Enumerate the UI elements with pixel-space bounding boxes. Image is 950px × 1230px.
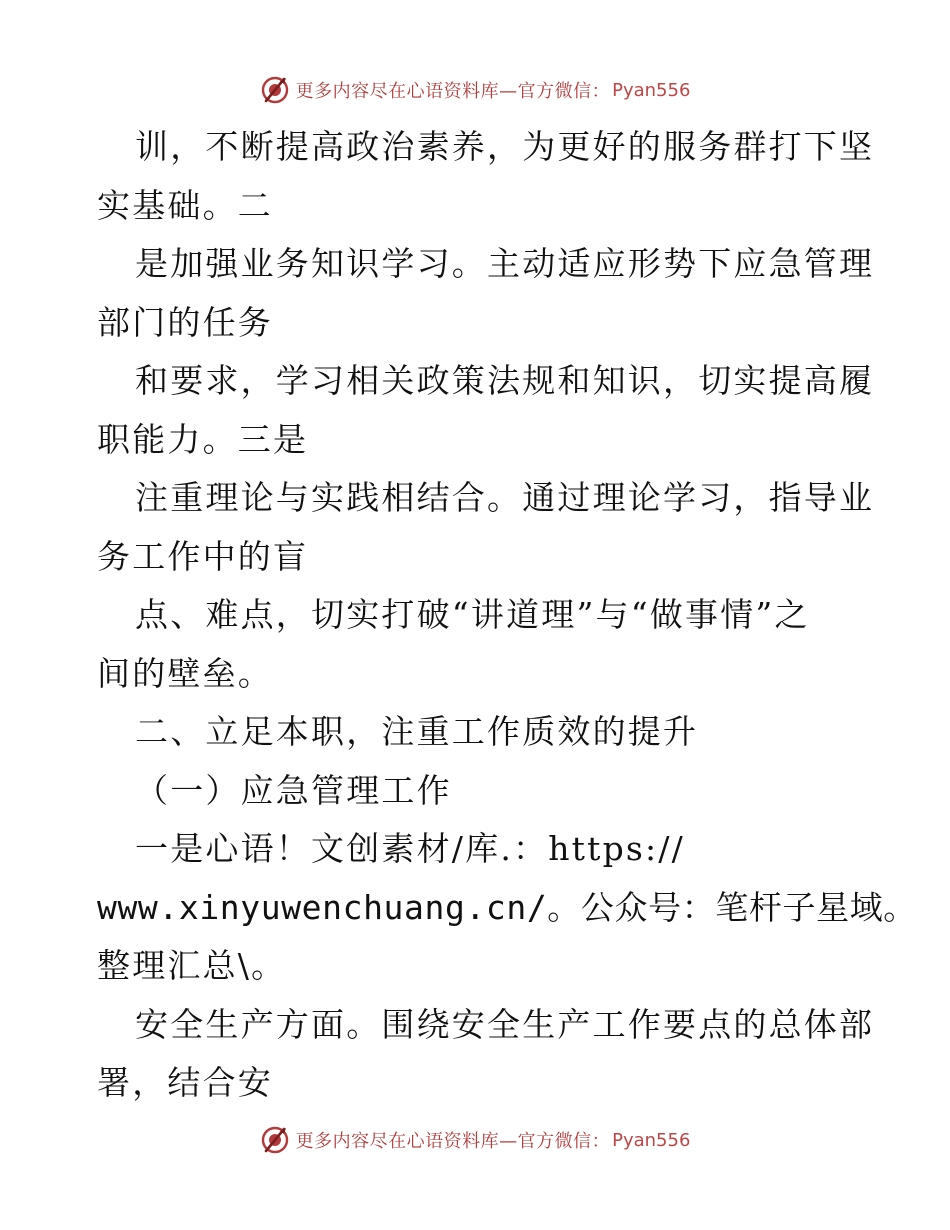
text-line-5: 和要求，学习相关政策法规和知识，切实提高履 <box>135 361 875 400</box>
quill-seal-icon <box>260 75 290 105</box>
section-heading: 二、立足本职，注重工作质效的提升 <box>135 712 699 751</box>
text-line-16: 安全生产方面。围绕安全生产工作要点的总体部 <box>135 1004 875 1044</box>
text-line-6: 职能力。三是 <box>97 419 309 459</box>
header-watermark <box>0 70 950 110</box>
text-line-13: 一是心语！文创素材/库.：https:// <box>135 829 685 868</box>
text-line-4: 部门的任务 <box>97 302 273 342</box>
text-line-2: 实基础。二 <box>97 185 273 225</box>
watermark-account: Pyan556 <box>612 79 691 101</box>
text-line-15: 整理汇总\。 <box>97 946 287 985</box>
document-body <box>97 118 917 1113</box>
subsection-heading: （一）应急管理工作 <box>135 770 452 810</box>
url-line: www.xinyuwenchuang.cn/。公众号：笔杆子星域。 <box>97 887 917 927</box>
text-line-3: 是加强业务知识学习。主动适应形势下应急管理 <box>135 244 875 283</box>
text-line-8: 务工作中的盲 <box>97 536 309 576</box>
text-line-7: 注重理论与实践相结合。通过理论学习，指导业 <box>135 478 875 517</box>
text-line-17: 署，结合安 <box>97 1063 273 1102</box>
watermark-text: 更多内容尽在心语资料库—官方微信： <box>295 81 611 102</box>
footer-watermark <box>0 1120 950 1160</box>
watermark-text: 更多内容尽在心语资料库—官方微信： <box>295 1131 611 1152</box>
text-line-9: 点、难点，切实打破“讲道理”与“做事情”之 <box>135 595 810 634</box>
watermark-account: Pyan556 <box>612 1129 691 1151</box>
text-line-1: 训，不断提高政治素养，为更好的服务群打下坚 <box>135 127 875 166</box>
text-line-10: 间的壁垒。 <box>97 653 273 693</box>
quill-seal-icon <box>260 1125 290 1155</box>
